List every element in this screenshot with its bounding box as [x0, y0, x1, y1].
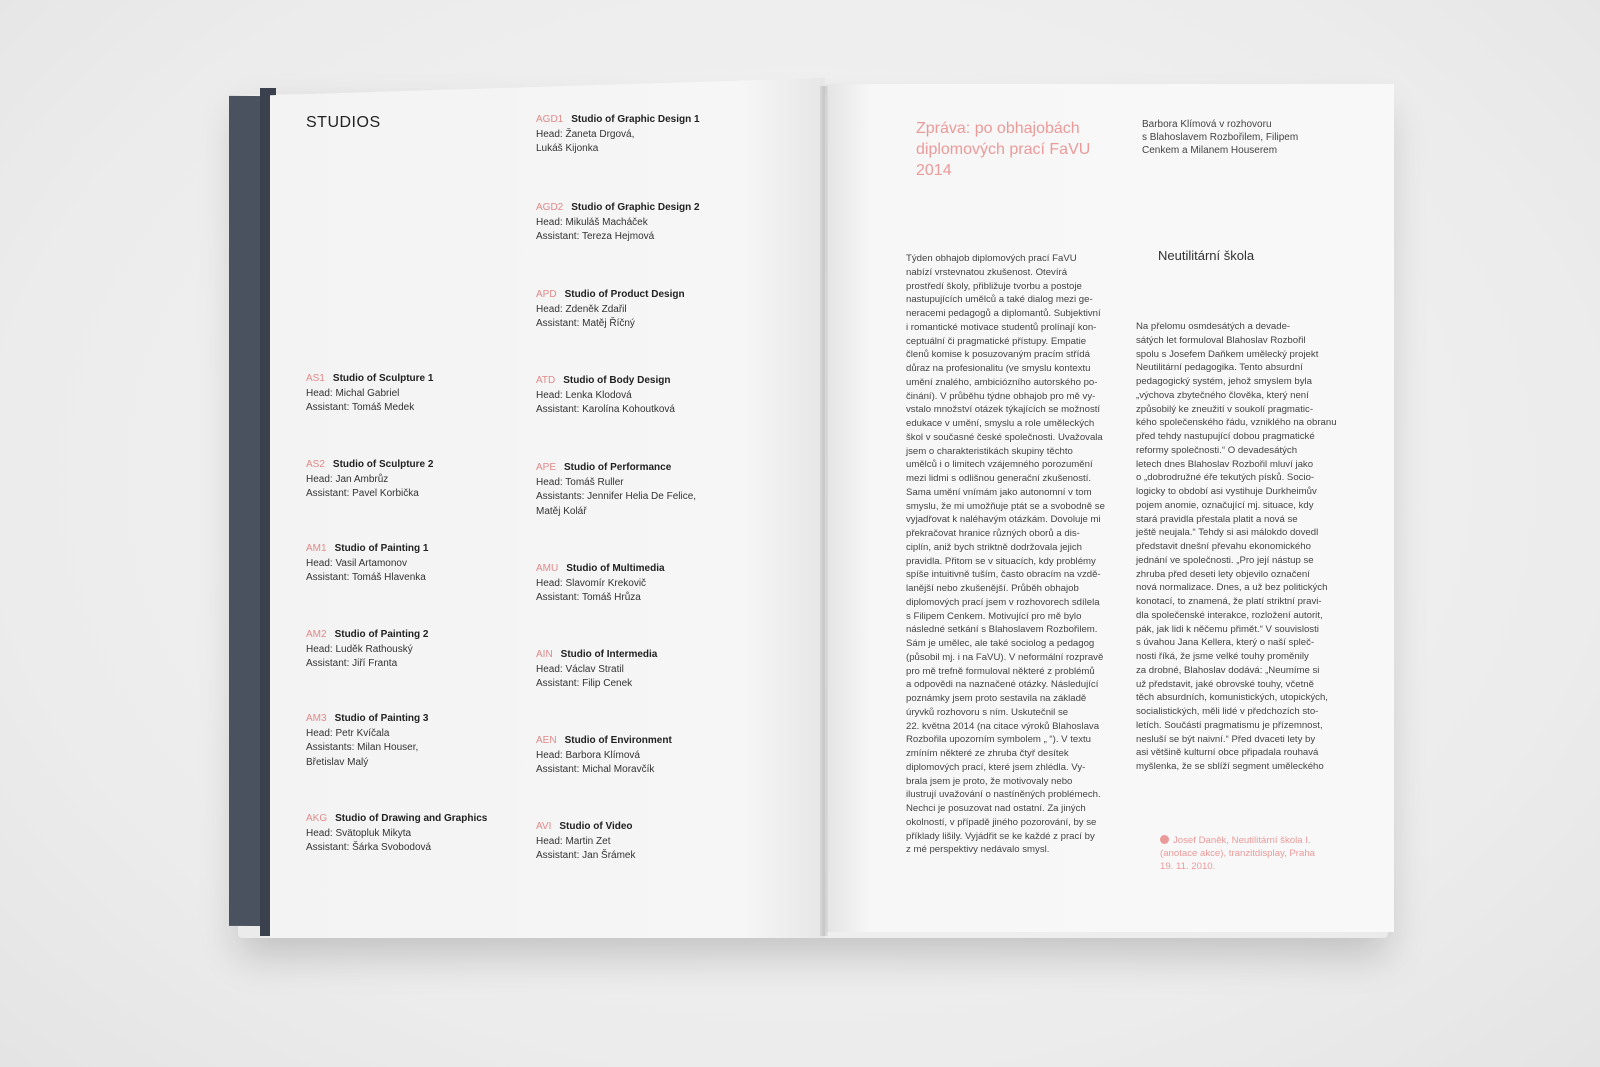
article-line: už představit, jaké obrovské touhy, včetně — [1136, 678, 1314, 690]
article-line: důraz na profesionalitu (ve smyslu kontextu — [906, 363, 1091, 374]
studio-heading — [536, 374, 756, 389]
article-line: umění znalého, ambiciózního autorského po- — [906, 376, 1098, 388]
studio-entry-amu — [536, 562, 756, 606]
footnote-marker-icon — [1160, 835, 1169, 844]
article-title-line: diplomových prací FaVU — [916, 141, 1091, 158]
studio-name: Studio of Drawing and Graphics — [335, 813, 488, 824]
article-line: nesluší se být naivní.“ Před dvaceti lety by — [1136, 733, 1316, 745]
article-line: i romantické motivace studentů prolínají kon- — [906, 321, 1097, 333]
article-line: nosti říká, že jsme velké touhy proměnily — [1136, 651, 1309, 662]
studio-staff-line: Head: Luděk Rathouský — [306, 643, 413, 655]
article-line: těch absurdních, komunistických, utopických, — [1136, 692, 1328, 704]
article-line: umělců i o limitech vzájemného porozumění — [906, 459, 1093, 471]
studio-heading — [536, 113, 756, 128]
article-intro-line: s Blahoslavem Rozbořilem, Filipem — [1142, 132, 1299, 143]
article-line: sátých let formuloval Blahoslav Rozbořil — [1136, 334, 1306, 346]
studio-staff-line: Head: Vasil Artamonov — [306, 557, 407, 569]
studio-staff-line: Head: Petr Kvíčala — [306, 727, 390, 739]
article-line: „výchova zbytečného člověka, který není — [1136, 389, 1309, 401]
studio-name: Studio of Graphic Design 2 — [571, 202, 700, 213]
article-line: okolností, v případě jiného pozorování, by se — [906, 816, 1097, 828]
article-line: nastupujících umělců a také dialog mezi ge- — [906, 294, 1093, 306]
studio-heading — [536, 562, 756, 577]
studio-heading — [306, 628, 526, 643]
article-line: logicky to období asi vystihuje Durkheimův — [1136, 486, 1317, 497]
studio-name: Studio of Painting 2 — [334, 629, 429, 640]
studio-staff-line: Assistant: Michal Moravčík — [536, 764, 655, 775]
studio-staff-line: Assistant: Jan Šrámek — [536, 850, 636, 861]
article-line: o „dobrodružné éře tekutých písků. Socio- — [1136, 472, 1315, 484]
studio-entry-as2 — [306, 458, 526, 502]
article-line: brala jsem je proto, že motivovaly nebo — [906, 775, 1073, 787]
studio-code: AM1 — [306, 543, 327, 554]
studio-code: AS1 — [306, 373, 325, 384]
article-line: Týden obhajob diplomových prací FaVU — [906, 253, 1077, 264]
studio-name: Studio of Painting 3 — [334, 713, 429, 724]
studio-code: AIN — [536, 649, 553, 660]
article-line: činání). V průběhu týdne obhajob pro mě vy- — [906, 390, 1096, 402]
studio-code: AMU — [536, 563, 559, 574]
studio-staff-line: Head: Slavomír Krekovič — [536, 577, 647, 589]
article-line: Sám je umělec, ale také sociolog a pedagog — [906, 638, 1095, 649]
studio-staff-line: Head: Václav Stratil — [536, 663, 624, 675]
studio-staff-line: Břetislav Malý — [306, 756, 369, 768]
article-line: (působil mj. i na FaVU). V neformální rozpravě — [906, 651, 1104, 663]
studio-staff-line: Assistants: Milan Houser, — [306, 742, 419, 753]
article-line: z mé perspektivy nedávalo smysl. — [906, 844, 1050, 856]
studio-staff-line: Head: Tomáš Ruller — [536, 476, 624, 488]
studio-entry-am2 — [306, 628, 526, 672]
article-title-line: Zpráva: po obhajobách — [916, 120, 1080, 137]
studio-code: AGD1 — [536, 114, 564, 125]
article-line: ciplín, aniž bych striktně dodržovala jejich — [906, 541, 1082, 553]
studio-entry-agd2 — [536, 201, 756, 245]
article-line: pák, jak lidi k něčemu přimět.“ V souvislosti — [1136, 623, 1319, 635]
article-line: překračovat hranice různých oborů a dis- — [906, 528, 1080, 539]
article-intro-line: Barbora Klímová v rozhovoru — [1142, 119, 1272, 130]
article-line: pravidla. Přitom se v situacích, kdy problémy — [906, 555, 1096, 567]
studio-entry-as1 — [306, 372, 526, 416]
studio-heading — [306, 372, 526, 387]
page-gutter — [820, 86, 828, 936]
studio-name: Studio of Sculpture 1 — [332, 373, 434, 384]
article-line: spolu s Josefem Daňkem umělecký projekt — [1136, 348, 1319, 360]
studio-heading — [306, 458, 526, 473]
article-line: jednání ve společnosti. „Pro její nástup se — [1136, 554, 1314, 566]
studio-staff-line: Assistant: Tomáš Medek — [306, 402, 415, 413]
article-line: škol v současné české společnosti. Uvažovala — [906, 431, 1103, 443]
studio-heading — [536, 648, 756, 663]
studio-name: Studio of Intermedia — [560, 649, 658, 660]
article-line: za drobné, Blahoslav dodává: „Neumíme si — [1136, 664, 1320, 676]
article-line: stará pravidla přestala platit a nová se — [1136, 513, 1298, 525]
studio-code: APE — [536, 462, 557, 473]
article-line: vyjadřovat k naléhavým otázkám. Dovoluje mi — [906, 514, 1101, 526]
studio-code: AGD2 — [536, 202, 564, 213]
studio-name: Studio of Performance — [564, 462, 672, 473]
article-line: smyslu, že mi umožňuje ptát se a svobodně se — [906, 500, 1105, 512]
studio-heading — [536, 201, 756, 216]
article-line: 22. května 2014 (na citace výroků Blahoslava — [906, 720, 1100, 732]
studio-staff-line: Head: Lenka Klodová — [536, 389, 632, 401]
article-line: diplomových prací jsem v rozhovorech sdílela — [906, 596, 1100, 608]
article-line: letích. Součástí pragmatismu je přízemnost, — [1136, 719, 1323, 731]
article-line: vstalo množství otázek týkajících se možností — [906, 404, 1101, 416]
article-line: mezi lidmi s odlišnou generační zkušeností. — [906, 473, 1092, 484]
studio-entry-aen — [536, 734, 756, 778]
article-line: nabízí vrstevnatou zkušenost. Otevírá — [906, 266, 1068, 278]
studio-name: Studio of Multimedia — [566, 563, 665, 574]
article-line: lanější nebo zkušenější. Průběh obhajob — [906, 583, 1079, 594]
studio-code: AS2 — [306, 459, 325, 470]
studio-name: Studio of Video — [559, 821, 633, 832]
studio-staff-line: Assistant: Tereza Hejmová — [536, 231, 655, 242]
article-column-2 — [1136, 320, 1351, 774]
studio-staff-line: Assistant: Filip Cenek — [536, 678, 633, 689]
studio-entry-am1 — [306, 542, 526, 586]
studio-code: ATD — [536, 375, 556, 386]
article-line: asi většině kulturní obce připadala rouhavá — [1136, 747, 1319, 759]
article-line: poznámky jsem proto sestavila na základě — [906, 693, 1087, 704]
studio-staff-line: Head: Svätopluk Mikyta — [306, 827, 412, 839]
studio-staff-line: Head: Mikuláš Macháček — [536, 216, 648, 228]
studio-staff-line: Matěj Kolář — [536, 505, 587, 517]
studio-entry-atd — [536, 374, 756, 418]
article-line: s úvahou Jana Kellera, který o naší spleč- — [1136, 637, 1315, 649]
studio-heading — [306, 812, 526, 827]
article-intro-line: Cenkem a Milanem Houserem — [1142, 145, 1278, 156]
studio-name: Studio of Graphic Design 1 — [571, 114, 700, 125]
studio-staff-line: Assistant: Jiří Franta — [306, 658, 398, 669]
article-line: konotací, to znamená, že platí striktní pravi- — [1136, 596, 1322, 607]
studio-entry-agd1 — [536, 113, 756, 157]
article-title-line: 2014 — [916, 162, 952, 179]
studio-name: Studio of Environment — [564, 735, 672, 746]
article-title — [916, 118, 1126, 181]
footnote-line: 19. 11. 2010. — [1160, 861, 1216, 872]
article-line: ještě neujala.“ Tehdy si asi málokdo dovedl — [1136, 527, 1319, 539]
studio-staff-line: Assistant: Pavel Korbička — [306, 488, 419, 499]
article-line: pro mě trefně formuloval některé z problémů — [906, 665, 1095, 677]
studio-name: Studio of Sculpture 2 — [332, 459, 434, 470]
article-line: dla společenské interakce, rozložení autorit, — [1136, 609, 1323, 621]
studio-name: Studio of Body Design — [563, 375, 671, 386]
article-line: prostředí školy, přibližuje tvorbu a postoje — [906, 280, 1082, 292]
article-line: nová normalizace. Dnes, a už bez politických — [1136, 582, 1328, 594]
studio-heading — [306, 542, 526, 557]
studio-code: AEN — [536, 735, 557, 746]
article-column-1 — [906, 252, 1128, 857]
studio-heading — [536, 734, 756, 749]
article-line: Sama umění vnímám jako autonomní v tom — [906, 486, 1092, 498]
studio-staff-line: Assistant: Karolína Kohoutková — [536, 404, 675, 415]
studio-name: Studio of Product Design — [564, 289, 685, 300]
article-line: Neutilitární pedagogika. Tento absurdní — [1136, 362, 1303, 374]
article-line: příklady lišily. Vyjádřit se ke každé z prací by — [906, 830, 1095, 842]
studio-staff-line: Assistant: Tomáš Hrůza — [536, 592, 641, 603]
article-line: Nechci je posuzovat nad ostatní. Za jiných — [906, 803, 1086, 814]
studio-code: AM3 — [306, 713, 327, 724]
studio-staff-line: Assistant: Šárka Svobodová — [306, 842, 432, 853]
studio-staff-line: Assistant: Tomáš Hlavenka — [306, 572, 426, 583]
footnote — [1160, 834, 1360, 873]
article-line: spíše intuitivně tuším, často obracím na vzdě- — [906, 569, 1101, 581]
article-line: jsem o charakteristikách skupiny těchto — [906, 445, 1073, 457]
article-line: reformy společnosti.“ O devadesátých — [1136, 444, 1298, 456]
studio-staff-line: Lukáš Kijonka — [536, 143, 599, 154]
studio-heading — [536, 288, 756, 303]
studio-heading — [536, 820, 756, 835]
studio-entry-avi — [536, 820, 756, 864]
article-line: ceptuální či pragmatické přístupy. Empatie — [906, 335, 1087, 347]
article-line: zhruba před deseti lety objevilo označení — [1136, 568, 1310, 580]
article-line: před tehdy nastupující dobou pragmatické — [1136, 431, 1315, 442]
studio-entry-apd — [536, 288, 756, 332]
article-line: edukace v umění, smyslu a role uměleckých — [906, 418, 1095, 429]
article-line: diplomových prací, které jsem zhlédla. Vy- — [906, 761, 1086, 773]
article-line: socialistických, měli lidé v předchozích sto- — [1136, 706, 1319, 717]
studio-staff-line: Head: Michal Gabriel — [306, 387, 400, 399]
article-line: členů komise k posuzovaným pracím střídá — [906, 349, 1090, 361]
article-intro — [1142, 118, 1342, 157]
studio-staff-line: Head: Žaneta Drgová, — [536, 128, 635, 140]
studio-staff-line: Head: Martin Zet — [536, 835, 611, 847]
studios-title: STUDIOS — [306, 114, 381, 131]
article-line: letech dnes Blahoslav Rozbořil mluví jako — [1136, 458, 1314, 470]
studio-code: AKG — [306, 813, 328, 824]
article-line: následné setkání s Blahoslavem Rozbořilem. — [906, 624, 1098, 636]
article-line: neracemi pedagogů a diplomantů. Subjektivní — [906, 308, 1101, 319]
studio-staff-line: Assistant: Matěj Říčný — [536, 318, 635, 329]
article-line: pojem anomie, označující mj. situace, kdy — [1136, 499, 1314, 511]
studio-entry-akg — [306, 812, 526, 856]
article-line: myšlenka, že se sblíží segment uměleckého — [1136, 761, 1324, 772]
article-line: kého společenského řádu, vzniklého na obranu — [1136, 417, 1337, 429]
section-heading: Neutilitární škola — [1158, 248, 1255, 263]
studio-code: APD — [536, 289, 557, 300]
article-line: Na přelomu osmdesátých a devade- — [1136, 321, 1291, 332]
studio-staff-line: Head: Jan Ambrůz — [306, 473, 389, 485]
studio-entry-am3 — [306, 712, 526, 770]
studio-entry-ape — [536, 461, 756, 519]
studio-staff-line: Head: Barbora Klímová — [536, 749, 640, 761]
studio-entry-ain — [536, 648, 756, 692]
article-line: Rozbořila upozorním symbolem „ “). V textu — [906, 734, 1092, 746]
article-line: pedagogický systém, jehož smyslem byla — [1136, 376, 1312, 387]
article-line: ilustrují uvažování o nastíněných problémech. — [906, 789, 1101, 801]
studio-heading — [536, 461, 756, 476]
article-line: zmíním některé ze zhruba čtyř desítek — [906, 748, 1069, 759]
studio-heading — [306, 712, 526, 727]
studio-staff-line: Assistants: Jennifer Helia De Felice, — [536, 491, 697, 502]
article-line: způsobilý ke zneužití v soukolí pragmatic- — [1136, 403, 1314, 415]
studio-code: AVI — [536, 821, 552, 832]
article-line: a odpovědi na naznačené otázky. Následující — [906, 679, 1099, 691]
article-line: úryvků rozhovoru s ním. Uskutečnil se — [906, 706, 1069, 718]
studio-code: AM2 — [306, 629, 327, 640]
article-line: s Filipem Cenkem. Motivující pro mě bylo — [906, 610, 1082, 622]
article-line: představit dnešní převahu ekonomického — [1136, 541, 1311, 552]
studio-staff-line: Head: Zdeněk Zdařil — [536, 303, 627, 315]
footnote-line: Josef Daněk, Neutilitární škola I. — [1160, 834, 1360, 847]
studio-name: Studio of Painting 1 — [334, 543, 429, 554]
footnote-line: (anotace akce), tranzitdisplay, Praha — [1160, 848, 1315, 859]
